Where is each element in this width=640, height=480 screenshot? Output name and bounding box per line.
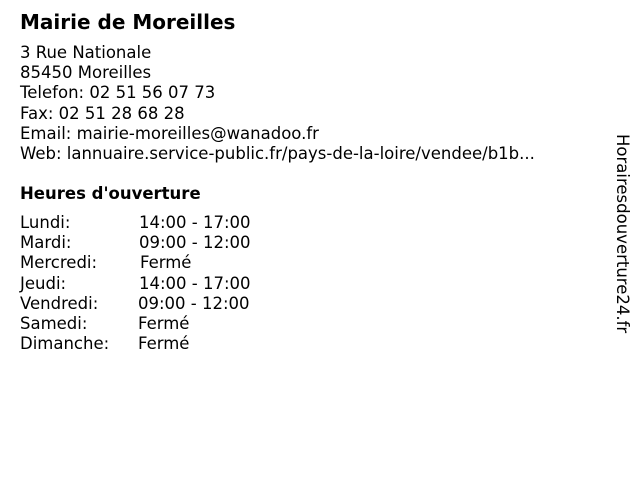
day-label: Dimanche: [20,334,110,354]
day-label: Vendredi: [20,293,99,313]
email-line: Email: mairie-moreilles@wanadoo.fr [20,123,319,143]
city-line: 85450 Moreilles [20,63,152,83]
site-watermark: Horairesdouverture24.fr [613,134,632,334]
time-value: 14:00 - 17:00 [139,213,251,232]
time-value: 09:00 - 12:00 [139,233,251,253]
address-line: 3 Rue Nationale [20,43,152,62]
contact-info [20,43,535,164]
page-title: Mairie de Moreilles [20,10,236,34]
day-label: Mardi: [20,233,72,253]
day-label: Jeudi: [20,273,67,293]
phone-line: Telefon: 02 51 56 07 73 [20,83,216,103]
web-line: Web: lannuaire.service-public.fr/pays-de-la-loire/vendee/b1b... [20,144,535,164]
hours-title: Heures d'ouverture [20,184,201,203]
fax-line: Fax: 02 51 28 68 28 [20,103,185,123]
day-label: Mercredi: [20,253,98,273]
time-value: 09:00 - 12:00 [138,293,250,313]
day-label: Samedi: [20,313,88,333]
time-value: Fermé [140,253,192,273]
time-value: Fermé [138,334,190,354]
time-value: Fermé [138,313,190,333]
day-label: Lundi: [20,213,71,232]
time-value: 14:00 - 17:00 [139,273,251,293]
